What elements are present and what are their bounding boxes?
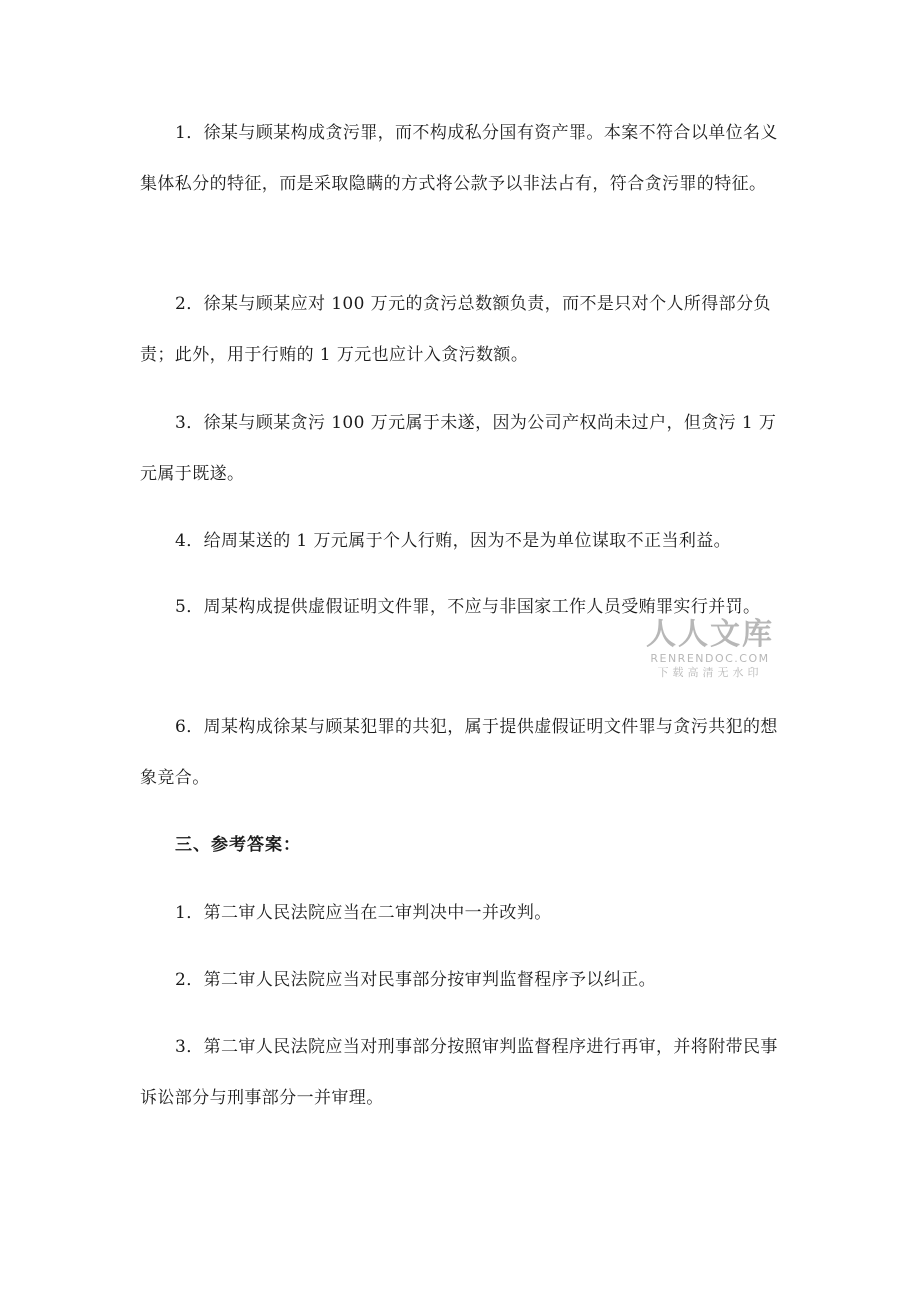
paragraph-6: 6．周某构成徐某与顾某犯罪的共犯，属于提供虚假证明文件罪与贪污共犯的想象竞合。 [140, 717, 778, 788]
answer-2: 2．第二审人民法院应当对民事部分按审判监督程序予以纠正。 [175, 970, 657, 990]
paragraph-1: 1．徐某与顾某构成贪污罪，而不构成私分国有资产罪。本案不符合以单位名义集体私分的特征，而是采取隐瞒的方式将公款予以非法占有，符合贪污罪的特征。 [140, 123, 778, 194]
answer-1: 1．第二审人民法院应当在二审判决中一并改判。 [175, 903, 552, 923]
paragraph-4: 4．给周某送的 1 万元属于个人行贿，因为不是为单位谋取不正当利益。 [175, 531, 732, 551]
paragraph-2: 2．徐某与顾某应对 100 万元的贪污总数额负责，而不是只对个人所得部分负责；此外，用于行贿的 1 万元也应计入贪污数额。 [140, 294, 771, 365]
answer-3: 3．第二审人民法院应当对刑事部分按照审判监督程序进行再审，并将附带民事诉讼部分与刑事部分一并审理。 [140, 1037, 778, 1108]
watermark-subtitle: 下载高清无水印 [657, 666, 763, 679]
watermark-url: RENRENDOC.COM [650, 652, 770, 665]
paragraph-3: 3．徐某与顾某贪污 100 万元属于未遂，因为公司产权尚未过户，但贪污 1 万元属于既遂。 [140, 413, 777, 484]
watermark-title: 人人文库 [646, 617, 774, 652]
watermark [640, 618, 780, 680]
paragraph-5: 5．周某构成提供虚假证明文件罪，不应与非国家工作人员受贿罪实行并罚。 [175, 597, 761, 617]
section-heading: 三、参考答案： [175, 835, 301, 855]
